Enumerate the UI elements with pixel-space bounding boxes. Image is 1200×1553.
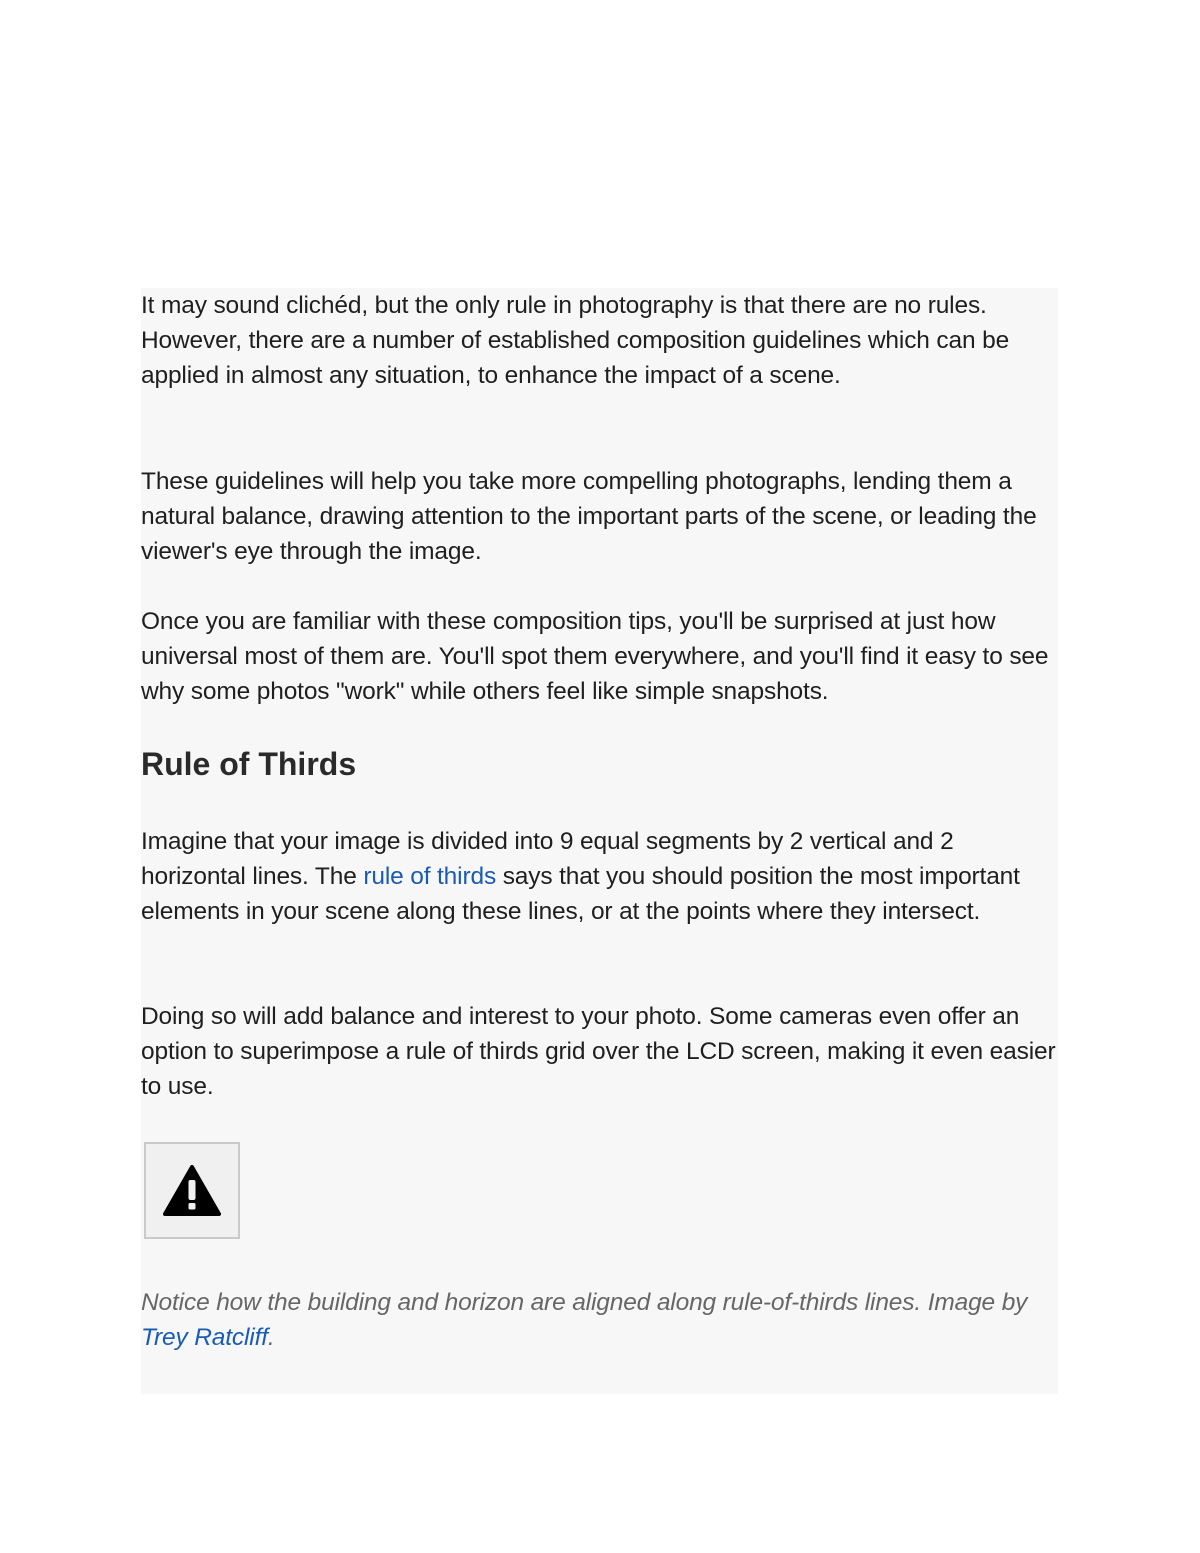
warning-icon xyxy=(163,1165,221,1217)
paragraph-text: says that you should position the most important elements in your scene along these lines, or at the points where they intersect. xyxy=(141,863,1020,926)
image-caption xyxy=(141,1285,1058,1355)
paragraph-text: Imagine that your image is divided into 9 equal segments by 2 vertical and 2 horizontal lines. The xyxy=(141,828,954,891)
guidelines-paragraph: These guidelines will help you take more compelling photographs, lending them a natural balance, drawing attention to the important parts of the scene, or leading the viewer's eye through the image. xyxy=(141,468,1037,566)
caption-text: Notice how the building and horizon are aligned along rule-of-thirds lines. Image by xyxy=(141,1289,1028,1316)
familiarity-paragraph: Once you are familiar with these composition tips, you'll be surprised at just how universal most of them are. You'll spot them everywhere, and you'll find it easy to see why some photos "work" while others feel like simple snapshots. xyxy=(141,608,1049,706)
photographer-link[interactable]: Trey Ratcliff xyxy=(141,1324,268,1352)
balance-paragraph: Doing so will add balance and interest to your photo. Some cameras even offer an option to superimpose a rule of thirds grid over the LCD screen, making it even easier to use. xyxy=(141,1003,1056,1101)
intro-paragraph: It may sound clichéd, but the only rule in photography is that there are no rules. However, there are a number of established composition guidelines which can be applied in almost any situation, to enhance the impact of a scene. xyxy=(141,292,1010,390)
article-content xyxy=(141,288,1058,1394)
section-heading: Rule of Thirds xyxy=(141,746,357,782)
caption-end: . xyxy=(267,1324,275,1352)
rule-of-thirds-link[interactable]: rule of thirds xyxy=(363,863,497,891)
broken-image-placeholder xyxy=(144,1142,240,1239)
rule-of-thirds-paragraph xyxy=(141,824,1058,930)
